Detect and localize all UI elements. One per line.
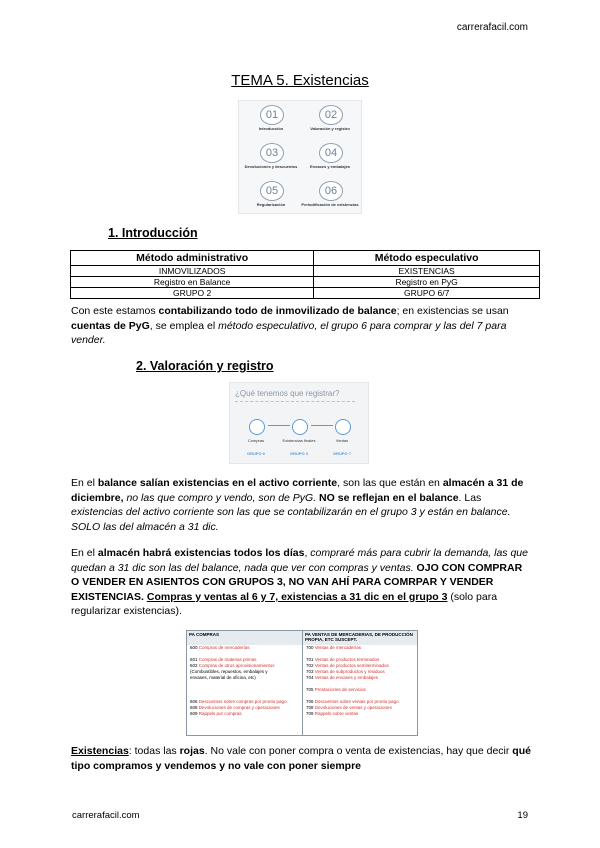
account-code: 702 xyxy=(306,663,315,668)
table-cell: INMOVILIZADOS xyxy=(71,266,314,277)
italic-text: no las que compro y vendo, son de PyG. xyxy=(123,491,317,504)
account-code: 709 xyxy=(306,711,315,716)
step-tag: GRUPO 3 xyxy=(289,451,308,456)
index-circle-04: 04 xyxy=(319,143,343,163)
step-label: Compras xyxy=(247,438,265,443)
bold-text: NO se reflejan en el balance xyxy=(316,491,459,504)
section2-paragraph-1 xyxy=(71,476,531,534)
section1-heading: 1. Introducción xyxy=(108,226,198,240)
account-code: 708 xyxy=(306,705,315,710)
text: , son las que están en xyxy=(337,477,443,489)
bold-text: almacén a 31 de diciembre, xyxy=(71,477,524,504)
account-code: 602 xyxy=(190,663,199,668)
index-label-05: Regularización xyxy=(256,202,286,207)
account-code: 704 xyxy=(306,675,315,680)
method-table xyxy=(70,250,540,299)
text: En el xyxy=(71,477,98,489)
step-tag: GRUPO 6 xyxy=(246,451,265,456)
account-name: Rappels por compras xyxy=(198,711,242,716)
account-name: Prestaciones de servicios xyxy=(314,687,366,692)
footer-page-number: 19 xyxy=(517,810,528,821)
account-name: Devoluciones de ventas y operaciones xyxy=(314,705,392,710)
table-cell: Registro en Balance xyxy=(71,277,314,288)
cart-icon xyxy=(249,419,265,435)
bold-text: OJO CON COMPRAR O VENDER EN ASIENTOS CON GRUPOS 3, NO VAN AHÍ PARA COMRPAR Y VENDER EXISTENCIAS. xyxy=(71,561,523,603)
accounts-table xyxy=(186,630,418,736)
account-name: Ventas de subproductos y residuos xyxy=(314,669,385,674)
account-name: Ventas de mercaderías xyxy=(314,645,362,650)
step-tag: GRUPO 7 xyxy=(332,451,351,456)
index-label-06: Periodificación de existencias xyxy=(301,202,359,207)
bold-text: qué tipo compramos y vendemos y no vale con poner siempre xyxy=(71,745,531,772)
accounts-right-column xyxy=(303,631,417,735)
account-name: Compras de materias primas xyxy=(198,657,257,662)
account-line xyxy=(303,711,417,717)
account-name: Descuentos sobre compras por pronto pago xyxy=(198,699,287,704)
table-row xyxy=(71,277,540,288)
text: ; en existencias se usan xyxy=(396,305,509,317)
accounts-left-header: PA COMPRAS xyxy=(187,631,302,645)
account-code: 601 xyxy=(190,657,199,662)
index-circle-03: 03 xyxy=(260,143,284,163)
index-label-01: Introducción xyxy=(258,126,284,131)
section1-paragraph xyxy=(71,304,531,348)
method-table-header-spec: Método especulativo xyxy=(314,251,540,266)
account-line xyxy=(187,711,302,717)
sale-icon xyxy=(335,419,351,435)
account-code: 703 xyxy=(306,669,315,674)
text: . No vale con poner compra o venta de existencias, hay que decir xyxy=(204,745,513,757)
index-circle-06: 06 xyxy=(319,181,343,201)
table-cell: GRUPO 2 xyxy=(71,288,314,299)
section2-paragraph-2 xyxy=(71,546,531,619)
bold-text: cuentas de PyG xyxy=(71,319,150,332)
table-cell: GRUPO 6/7 xyxy=(314,288,540,299)
accounts-left-column xyxy=(187,631,303,735)
index-label-02: Valoración y registro xyxy=(310,126,350,131)
table-cell: Registro en PyG xyxy=(314,277,540,288)
arrow-icon xyxy=(311,425,333,426)
account-line: envases, material de oficina, etc) xyxy=(190,675,256,680)
index-label-03: Devoluciones y descuentos xyxy=(244,164,298,169)
account-name: Devoluciones de compras y operaciones xyxy=(198,705,280,710)
text: : todas las xyxy=(128,745,180,757)
step-label: Ventas xyxy=(335,438,349,443)
text: . Las xyxy=(458,491,482,504)
account-code: 700 xyxy=(306,645,315,650)
account-name: Ventas de envases y embalajes xyxy=(314,675,379,680)
text: , xyxy=(304,547,311,559)
underlined-text: Existencias xyxy=(71,745,129,757)
page-title: TEMA 5. Existencias xyxy=(231,72,369,89)
footer-site: carrerafacil.com xyxy=(72,810,140,821)
table-cell: EXISTENCIAS xyxy=(314,266,540,277)
account-code: 705 xyxy=(306,687,315,692)
text: , se emplea el xyxy=(149,319,219,332)
account-name: Compras de otros aprovisionamientos xyxy=(198,663,275,668)
table-row xyxy=(71,288,540,299)
section2-paragraph-3 xyxy=(71,744,531,773)
warehouse-icon xyxy=(292,419,308,435)
accounts-right-header: PA VENTAS DE MERCADERIAS, DE PRODUCCIÓN PROPIA, ETC SUSCEPT. xyxy=(303,631,417,645)
account-name: Ventas de productos terminados xyxy=(314,657,380,662)
dashed-line xyxy=(235,401,355,402)
italic-text: existencias del activo corriente son las que se contabilizarán en el grupo 3 y están en balance. SOLO las del almacén a 31 dic. xyxy=(71,506,511,533)
account-code: 600 xyxy=(190,645,199,650)
arrow-icon xyxy=(268,425,290,426)
account-code: 606 xyxy=(190,699,199,704)
account-name: Descuentos sobre ventas por pronto pago xyxy=(314,699,399,704)
bold-text: contabilizando todo de inmovilizado de balance xyxy=(158,305,397,317)
index-label-04: Envases y embalajes xyxy=(309,164,351,169)
index-circle-01: 01 xyxy=(260,105,284,125)
account-name: Ventas de productos semiterminados xyxy=(314,663,389,668)
account-name: Compras de mercaderías xyxy=(198,645,250,650)
index-circle-05: 05 xyxy=(260,181,284,201)
index-figure xyxy=(238,100,362,214)
bold-text: rojas xyxy=(179,745,205,757)
registro-question: ¿Qué tenemos que registrar? xyxy=(235,389,340,398)
account-code: 701 xyxy=(306,657,315,662)
account-line: (Combustibles, repuestos, embalajes y xyxy=(190,669,268,674)
underlined-text: Compras y ventas al 6 y 7, existencias a 31 dic en el grupo 3 xyxy=(146,590,448,603)
accounts-right-lines xyxy=(303,645,417,717)
text: Con este estamos xyxy=(71,305,159,317)
text: (solo para regularizar existencias). xyxy=(71,590,498,618)
account-code: 608 xyxy=(190,705,199,710)
account-code: 609 xyxy=(190,711,199,716)
account-name: Rappels sobre ventas xyxy=(314,711,359,716)
header-site: carrerafacil.com xyxy=(456,22,528,33)
step-label: Existencias finales xyxy=(282,438,316,443)
bold-text: almacén habrá existencias todos los días xyxy=(97,547,305,559)
italic-text: compraré más para cubrir la demanda, las que quedan a 31 dic son las del balance, nada que ver con compras y ventas. xyxy=(71,547,528,574)
account-code: 706 xyxy=(306,699,315,704)
registro-figure xyxy=(229,382,369,464)
section2-heading: 2. Valoración y registro xyxy=(136,359,274,373)
index-circle-02: 02 xyxy=(319,105,343,125)
bold-text: balance salían existencias en el activo corriente xyxy=(97,477,338,489)
table-row xyxy=(71,266,540,277)
accounts-left-lines xyxy=(187,645,302,717)
text: En el xyxy=(71,547,98,559)
italic-text: método especulativo, el grupo 6 para comprar y las del 7 para vender. xyxy=(71,319,507,347)
method-table-header-admin: Método administrativo xyxy=(71,251,314,266)
